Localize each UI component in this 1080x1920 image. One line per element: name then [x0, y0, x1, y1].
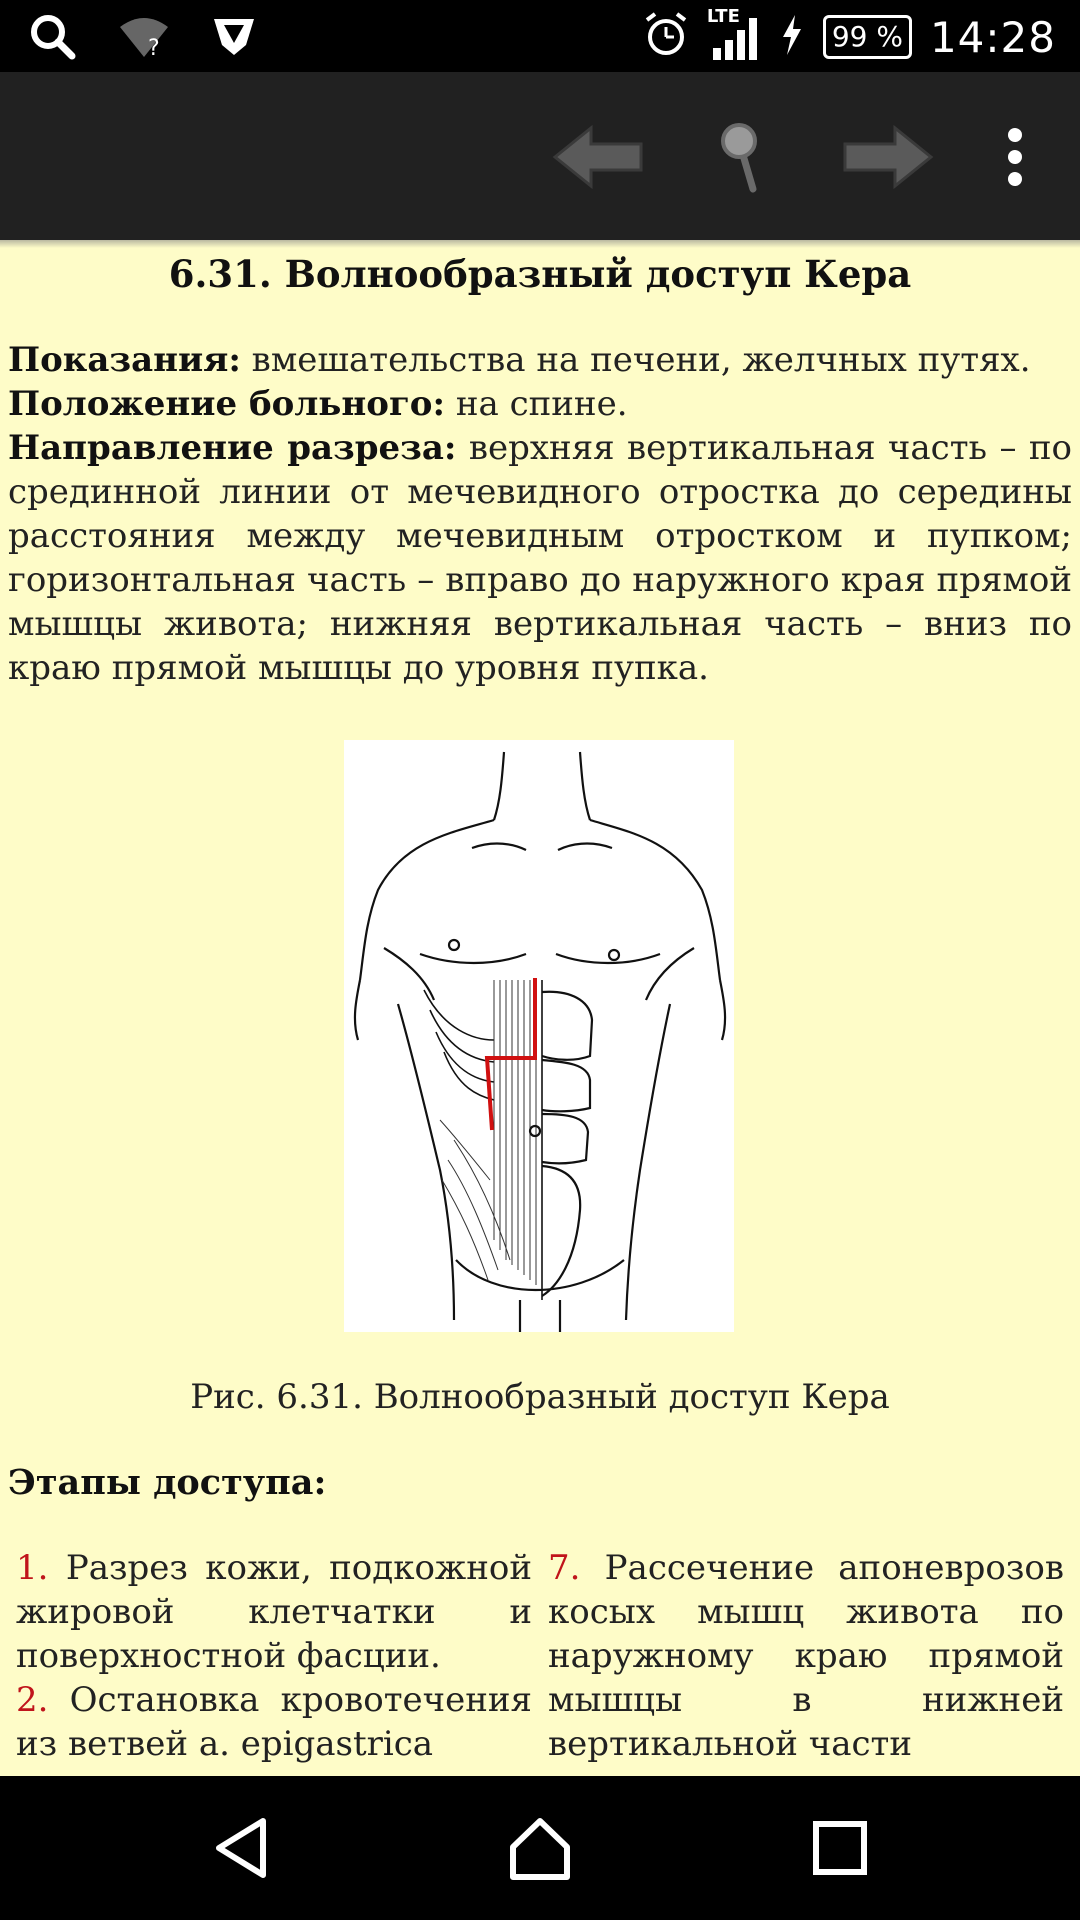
stage-text: Остановка кровотечения из ветвей а. epigastrica	[16, 1680, 532, 1764]
charging-icon	[779, 13, 805, 61]
network-type-label: LTE	[706, 6, 740, 27]
stage-text: Рассечение апоневрозов косых мышц живота по наружному краю прямой мышцы в нижней вертикальной части	[548, 1548, 1064, 1764]
arrow-left-icon	[551, 122, 647, 192]
stages-columns	[16, 1546, 1064, 1766]
stages-left-column	[16, 1546, 532, 1766]
more-vert-icon	[1005, 127, 1025, 187]
nav-recent-button[interactable]	[790, 1808, 890, 1888]
wifi-unknown-icon	[118, 15, 170, 63]
app-toolbar	[0, 72, 1080, 240]
nav-recent-icon	[810, 1818, 870, 1878]
system-navigation-bar	[0, 1776, 1080, 1920]
nav-home-button[interactable]	[490, 1808, 590, 1888]
shield-icon	[210, 15, 258, 63]
stages-right-column	[548, 1546, 1064, 1766]
arrow-right-icon	[839, 122, 935, 192]
position-text: на спине.	[445, 384, 628, 424]
direction-label: Направление разреза:	[8, 428, 457, 468]
document-view[interactable]	[0, 240, 1080, 1776]
overflow-menu-button[interactable]	[970, 112, 1060, 202]
stage-number: 2.	[16, 1680, 49, 1720]
stage-item	[16, 1546, 532, 1678]
stage-number: 7.	[548, 1548, 581, 1588]
indications-text: вмешательства на печени, желчных путях.	[240, 340, 1031, 380]
search-icon[interactable]	[28, 12, 78, 66]
stage-item	[548, 1546, 1064, 1766]
next-page-button[interactable]	[832, 112, 942, 202]
toolbar-shadow	[0, 240, 1080, 248]
direction-text: верхняя вертикальная часть – по срединной линии от мечевидного отростка до середины расстояния между мечевидным отростком и пупком; горизонтальная часть – вправо до наружного края прямой мышцы живота; нижняя вертикальная часть – вниз по краю прямой мышцы до уровня пупка.	[8, 428, 1072, 688]
anatomy-illustration	[344, 740, 734, 1332]
search-button[interactable]	[688, 112, 798, 202]
position-paragraph	[8, 382, 1072, 426]
nav-home-icon	[505, 1813, 575, 1883]
battery-indicator: 99 %	[823, 15, 912, 59]
status-bar	[0, 0, 1080, 72]
direction-paragraph	[8, 426, 1072, 690]
position-label: Положение больного:	[8, 384, 446, 424]
signal-icon	[707, 8, 761, 66]
alarm-icon	[643, 12, 689, 62]
stages-heading: Этапы доступа:	[8, 1462, 327, 1503]
indications-label: Показания:	[8, 340, 241, 380]
stage-item	[16, 1678, 532, 1766]
nav-back-icon	[207, 1813, 277, 1883]
previous-page-button[interactable]	[544, 112, 654, 202]
indications-paragraph	[8, 338, 1072, 382]
svg-text:?: ?	[148, 36, 160, 59]
article-body	[8, 338, 1072, 690]
page-title: 6.31. Волнообразный доступ Кера	[168, 252, 912, 296]
search-icon	[713, 117, 773, 197]
nav-back-button[interactable]	[192, 1808, 292, 1888]
clock: 14:28	[929, 12, 1056, 62]
stage-text: Разрез кожи, подкожной жировой клетчатки и поверхностной фасции.	[16, 1548, 532, 1676]
figure-caption: Рис. 6.31. Волнообразный доступ Кера	[190, 1377, 890, 1417]
stage-number: 1.	[16, 1548, 49, 1588]
